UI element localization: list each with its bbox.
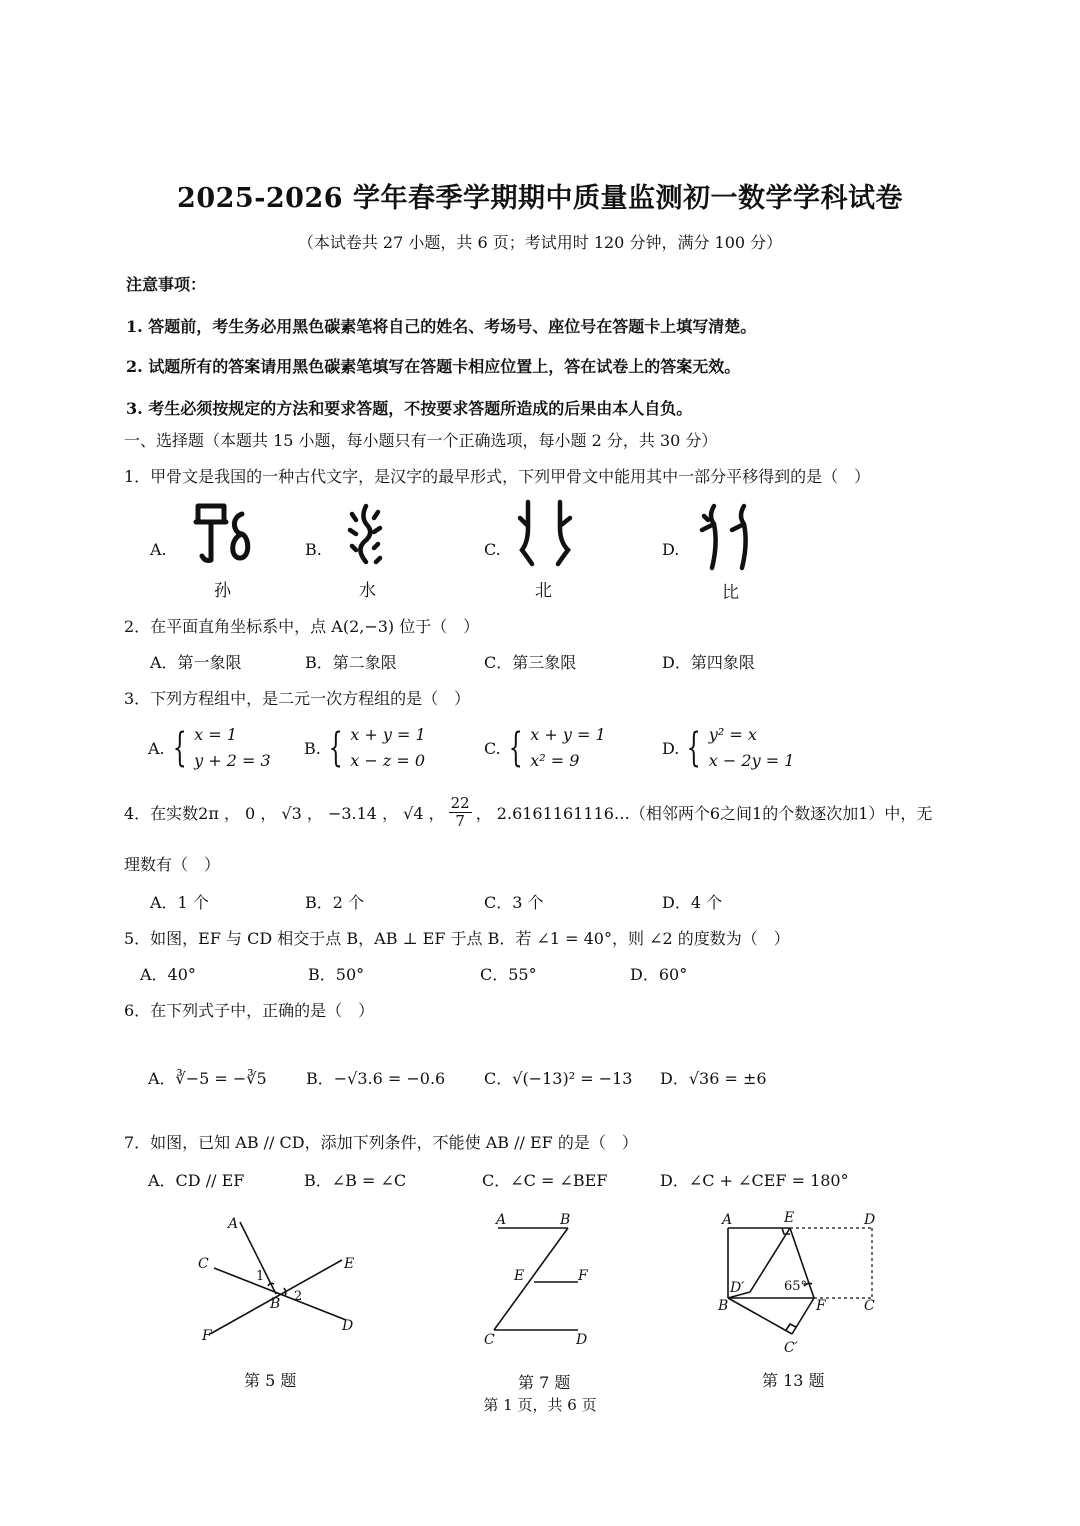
q5-option-c: C．55° (480, 965, 537, 984)
brace-icon: { (508, 725, 523, 771)
notice-item-2: 2. 试题所有的答案请用黑色碳素笔填写在答题卡相应位置上，答在试卷上的答案无效。 (126, 357, 741, 376)
label-c: C (198, 1256, 209, 1272)
label-d-prime: D′ (730, 1280, 745, 1296)
q1-option-d-letter: D. (662, 540, 680, 559)
label-b: B (560, 1212, 571, 1228)
q4-stem (124, 795, 932, 830)
q4-stem-line2: 理数有（ ） (124, 855, 221, 874)
q7-option-d: D．∠C + ∠CEF = 180° (660, 1171, 849, 1190)
oracle-glyph-bi (694, 500, 764, 576)
label-d: D (342, 1318, 354, 1334)
q7-option-a: A．CD // EF (148, 1171, 245, 1190)
label-b: B (270, 1296, 281, 1312)
q1-option-b-char: 水 (359, 581, 376, 601)
q6-option-b: B．−√3.6 = −0.6 (306, 1069, 446, 1088)
notice-item-1: 1. 答题前，考生务必用黑色碳素笔将自己的姓名、考场号、座位号在答题卡上填写清楚。 (126, 317, 757, 336)
figure-q7-caption: 第 7 题 (518, 1373, 571, 1392)
label-angle-65: 65° (784, 1279, 808, 1294)
brace-icon: { (172, 725, 187, 771)
figure-q13-caption: 第 13 题 (762, 1371, 825, 1390)
q3-a-line1: x = 1 (194, 725, 237, 744)
label-d: D (864, 1212, 876, 1228)
q3-stem: 3．下列方程组中，是二元一次方程组的是（ ） (124, 689, 471, 708)
q3-option-c-letter: C. (484, 738, 501, 758)
q1-option-b-letter: B. (305, 540, 322, 559)
q6-stem: 6．在下列式子中，正确的是（ ） (124, 1001, 375, 1020)
q4-fraction (449, 795, 472, 830)
q4-frac-den: 7 (455, 812, 465, 830)
label-e: E (784, 1210, 795, 1226)
q3-c-line2: x² = 9 (530, 751, 580, 770)
oracle-glyph-shui (340, 500, 390, 572)
q2-option-c: C．第三象限 (484, 653, 577, 672)
q3-option-c (484, 722, 606, 774)
label-a: A (722, 1212, 733, 1228)
q1-option-c-letter: C. (484, 540, 501, 559)
figure-q5-caption: 第 5 题 (244, 1371, 297, 1390)
q3-option-d (662, 722, 794, 774)
section-heading: 一、选择题（本题共 15 小题，每小题只有一个正确选项，每小题 2 分，共 30 分） (124, 431, 718, 450)
notice-item-3: 3. 考生必须按规定的方法和要求答题，不按要求答题所造成的后果由本人自负。 (126, 399, 693, 418)
q1-stem: 1．甲骨文是我国的一种古代文字，是汉字的最早形式，下列甲骨文中能用其中一部分平移得到的是（ ） (124, 467, 871, 486)
q3-b-line2: x − z = 0 (350, 751, 426, 770)
label-c-prime: C′ (784, 1340, 798, 1356)
label-angle-1: 1 (256, 1269, 265, 1284)
q3-b-line1: x + y = 1 (350, 725, 426, 744)
oracle-glyph-sun (190, 498, 260, 570)
label-c: C (864, 1298, 875, 1314)
q2-option-a: A．第一象限 (150, 653, 242, 672)
label-e: E (514, 1268, 525, 1284)
q4-option-d: D．4 个 (662, 893, 723, 912)
q3-option-b-letter: B. (304, 738, 321, 758)
q4-frac-num: 22 (450, 794, 470, 812)
page-title: 2025-2026 学年春季学期期中质量监测初一数学学科试卷 (177, 183, 903, 214)
q5-option-b: B．50° (308, 965, 365, 984)
figure-q7 (472, 1210, 612, 1352)
q4-option-a: A．1 个 (150, 893, 209, 912)
figure-q5 (190, 1208, 370, 1358)
q3-option-a-letter: A. (148, 738, 165, 758)
q1-option-c-char: 北 (535, 581, 552, 601)
label-b: B (718, 1298, 729, 1314)
q2-stem: 2．在平面直角坐标系中，点 A(2,−3) 位于（ ） (124, 617, 480, 636)
q3-option-a (148, 722, 271, 774)
label-angle-2: 2 (294, 1289, 303, 1304)
label-f: F (202, 1328, 212, 1344)
q1-option-a-letter: A. (150, 540, 167, 559)
segment-fc-prime (792, 1298, 814, 1334)
q3-option-d-letter: D. (662, 738, 680, 758)
q5-stem: 5．如图，EF 与 CD 相交于点 B，AB ⊥ EF 于点 B．若 ∠1 = 40°，则 ∠2 的度数为（ ） (124, 929, 790, 948)
q4-stem-a: 4．在实数2π ， 0 ， √3 ， −3.14 ， √4 ， (124, 804, 445, 823)
page-footer: 第 1 页，共 6 页 (483, 1396, 597, 1414)
label-f: F (578, 1268, 588, 1284)
figure-q13 (712, 1206, 892, 1358)
q3-c-line1: x + y = 1 (530, 725, 606, 744)
segment-bc-prime (728, 1298, 792, 1334)
q1-option-a-char: 孙 (214, 581, 231, 601)
q4-option-c: C．3 个 (484, 893, 544, 912)
q3-option-b (304, 722, 426, 774)
label-c: C (484, 1332, 495, 1348)
q2-option-d: D．第四象限 (662, 653, 755, 672)
oracle-glyph-bei (514, 498, 578, 574)
q5-option-d: D．60° (630, 965, 688, 984)
q6-option-c: C．√(−13)² = −13 (484, 1069, 633, 1088)
q7-stem: 7．如图，已知 AB // CD，添加下列条件，不能使 AB // EF 的是（ ） (124, 1133, 638, 1152)
q6-option-a: A．∛−5 = −∛5 (148, 1069, 267, 1088)
label-f: F (816, 1298, 826, 1314)
notice-heading: 注意事项： (126, 275, 207, 294)
q4-option-b: B．2 个 (305, 893, 365, 912)
label-a: A (496, 1212, 507, 1228)
q2-option-b: B．第二象限 (305, 653, 397, 672)
exam-info: （本试卷共 27 小题，共 6 页；考试用时 120 分钟，满分 100 分） (297, 233, 783, 252)
label-a: A (228, 1216, 239, 1232)
line-bc (494, 1228, 568, 1330)
q7-option-b: B．∠B = ∠C (304, 1171, 407, 1190)
label-e: E (344, 1256, 355, 1272)
q3-d-line1: y² = x (708, 725, 757, 744)
q5-option-a: A．40° (140, 965, 196, 984)
q3-a-line2: y + 2 = 3 (194, 751, 271, 770)
q4-stem-b: ， 2.6161161116…（相邻两个6之间1的个数逐次加1）中，无 (475, 804, 933, 823)
q1-option-d-char: 比 (722, 583, 739, 603)
label-d: D (576, 1332, 588, 1348)
q6-option-d: D．√36 = ±6 (660, 1069, 767, 1088)
brace-icon: { (328, 725, 343, 771)
q3-d-line2: x − 2y = 1 (708, 751, 795, 770)
q7-option-c: C．∠C = ∠BEF (482, 1171, 608, 1190)
brace-icon: { (687, 725, 702, 771)
